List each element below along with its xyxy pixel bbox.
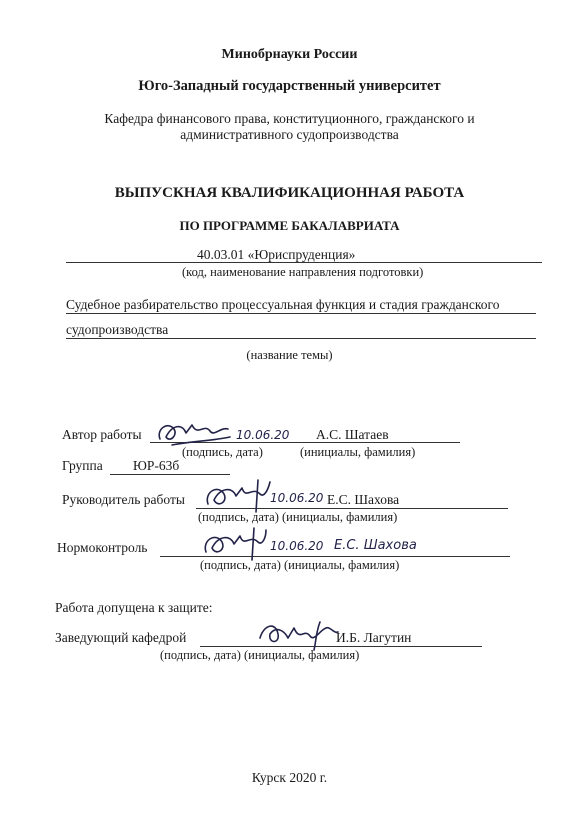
topic-underline-1 bbox=[66, 313, 536, 314]
topic-line-2: судопроизводства bbox=[66, 322, 169, 337]
supervisor-name: Е.С. Шахова bbox=[327, 492, 400, 507]
supervisor-date: 10.06.20 bbox=[270, 491, 324, 505]
department-line-1: Кафедра финансового права, конституционного, гражданского и bbox=[104, 111, 475, 126]
head-signature-icon bbox=[254, 616, 340, 652]
direction-value: 40.03.01 «Юриспруденция» bbox=[197, 247, 356, 262]
ministry-name: Минобрнауки России bbox=[221, 47, 358, 62]
topic-line-1: Судебное разбирательство процессуальная функция и стадия гражданского bbox=[66, 297, 500, 312]
group-value: ЮР-63б bbox=[133, 458, 180, 473]
city-year: Курск 2020 г. bbox=[251, 770, 328, 785]
head-underline bbox=[200, 646, 482, 647]
head-label: Заведующий кафедрой bbox=[55, 630, 187, 645]
supervisor-caption: (подпись, дата) (инициалы, фамилия) bbox=[198, 510, 398, 524]
author-label: Автор работы bbox=[62, 427, 142, 442]
work-type-title: ВЫПУСКНАЯ КВАЛИФИКАЦИОННАЯ РАБОТА bbox=[114, 185, 465, 201]
normcontrol-date: 10.06.20 bbox=[270, 539, 324, 553]
topic-caption: (название темы) bbox=[246, 348, 333, 362]
admission-text: Работа допущена к защите: bbox=[55, 600, 213, 615]
head-caption: (подпись, дата) (инициалы, фамилия) bbox=[160, 648, 360, 662]
supervisor-signature-icon bbox=[198, 476, 272, 514]
department-line-2: административного судопроизводства bbox=[180, 127, 399, 142]
author-name-caption: (инициалы, фамилия) bbox=[300, 445, 416, 459]
head-name: И.Б. Лагутин bbox=[336, 630, 412, 645]
normcontrol-caption: (подпись, дата) (инициалы, фамилия) bbox=[200, 558, 400, 572]
group-label: Группа bbox=[62, 458, 103, 473]
author-date: 10.06.20 bbox=[236, 428, 290, 442]
normcontrol-label: Нормоконтроль bbox=[57, 540, 148, 555]
author-signature-icon bbox=[152, 415, 232, 449]
topic-underline-2 bbox=[66, 338, 536, 339]
supervisor-label: Руководитель работы bbox=[62, 492, 185, 507]
program-title: ПО ПРОГРАММЕ БАКАЛАВРИАТА bbox=[179, 218, 400, 233]
author-name: А.С. Шатаев bbox=[316, 427, 389, 442]
direction-caption: (код, наименование направления подготовки) bbox=[182, 265, 424, 279]
normcontrol-signature-icon bbox=[196, 524, 268, 562]
university-name: Юго-Западный государственный университет bbox=[138, 78, 441, 94]
normcontrol-name: Е.С. Шахова bbox=[334, 538, 417, 553]
group-underline bbox=[110, 474, 230, 475]
author-sign-caption: (подпись, дата) bbox=[182, 445, 263, 459]
